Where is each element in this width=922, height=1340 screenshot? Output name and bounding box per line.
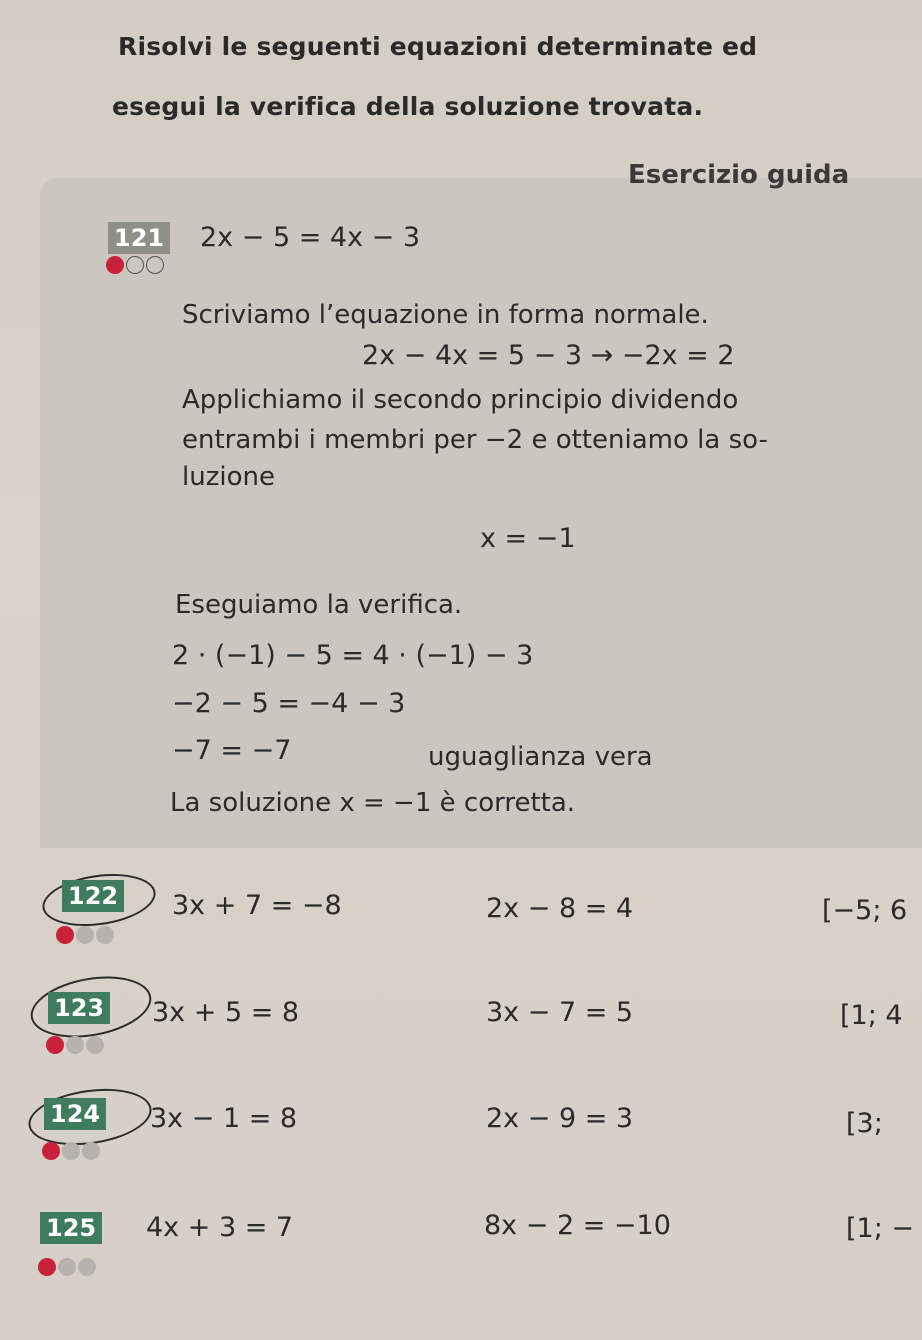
difficulty-dot-empty — [78, 1258, 96, 1276]
exercise-number-121: 121 — [108, 222, 170, 254]
exercise-122-equation-2: 2x − 8 = 4 — [486, 893, 634, 924]
step-principle-line-2: entrambi i membri per −2 e otteniamo la so- — [182, 425, 768, 455]
exercise-122-equation-1: 3x + 7 = −8 — [172, 890, 342, 921]
difficulty-dots — [42, 1142, 100, 1160]
difficulty-dot-empty — [146, 256, 164, 274]
exercise-124-answer: [3; — [846, 1108, 883, 1139]
exercise-124-equation-1: 3x − 1 = 8 — [150, 1103, 298, 1134]
difficulty-dot-empty — [62, 1142, 80, 1160]
difficulty-dot-empty — [86, 1036, 104, 1054]
difficulty-dot-empty — [58, 1258, 76, 1276]
conclusion-text: La soluzione x = −1 è corretta. — [170, 788, 576, 818]
exercise-123-equation-1: 3x + 5 = 8 — [152, 997, 300, 1028]
step-normal-form-text: Scriviamo l’equazione in forma normale. — [182, 300, 709, 330]
verification-title: Eseguiamo la verifica. — [175, 590, 463, 620]
difficulty-dot-empty — [76, 926, 94, 944]
exercise-124-equation-2: 2x − 9 = 3 — [486, 1103, 634, 1134]
verification-note: uguaglianza vera — [428, 742, 653, 772]
exercise-123-equation-2: 3x − 7 = 5 — [486, 997, 634, 1028]
normal-form-equation: 2x − 4x = 5 − 3 → −2x = 2 — [362, 340, 735, 371]
exercise-number-125: 125 — [40, 1212, 102, 1244]
exercise-125-equation-1: 4x + 3 = 7 — [146, 1212, 294, 1243]
guided-exercise-title: Esercizio guida — [628, 160, 850, 190]
difficulty-dot-filled — [42, 1142, 60, 1160]
difficulty-dot-empty — [126, 256, 144, 274]
solution-equation: x = −1 — [480, 523, 576, 554]
exercise-125-answer: [1; − — [846, 1213, 915, 1244]
difficulty-dots — [106, 256, 164, 274]
verification-step-2: −2 − 5 = −4 − 3 — [172, 688, 406, 719]
difficulty-dots — [56, 926, 114, 944]
difficulty-dots — [46, 1036, 104, 1054]
step-principle-line-3: luzione — [182, 462, 275, 492]
verification-step-1: 2 · (−1) − 5 = 4 · (−1) − 3 — [172, 640, 534, 671]
difficulty-dots — [38, 1258, 96, 1276]
instruction-line-2: esegui la verifica della soluzione trovata. — [112, 92, 704, 121]
exercise-number-123: 123 — [48, 992, 110, 1024]
verification-step-3: −7 = −7 — [172, 735, 292, 766]
difficulty-dot-filled — [38, 1258, 56, 1276]
difficulty-dot-empty — [96, 926, 114, 944]
exercise-number-122: 122 — [62, 880, 124, 912]
difficulty-dot-filled — [106, 256, 124, 274]
exercise-122-answer: [−5; 6 — [822, 895, 908, 926]
difficulty-dot-filled — [56, 926, 74, 944]
guided-equation: 2x − 5 = 4x − 3 — [200, 222, 421, 253]
exercise-number-124: 124 — [44, 1098, 106, 1130]
step-principle-line-1: Applichiamo il secondo principio dividendo — [182, 385, 739, 415]
difficulty-dot-empty — [82, 1142, 100, 1160]
exercise-123-answer: [1; 4 — [840, 1000, 903, 1031]
difficulty-dot-filled — [46, 1036, 64, 1054]
exercise-125-equation-2: 8x − 2 = −10 — [484, 1210, 671, 1241]
instruction-line-1: Risolvi le seguenti equazioni determinate ed — [118, 32, 758, 61]
difficulty-dot-empty — [66, 1036, 84, 1054]
